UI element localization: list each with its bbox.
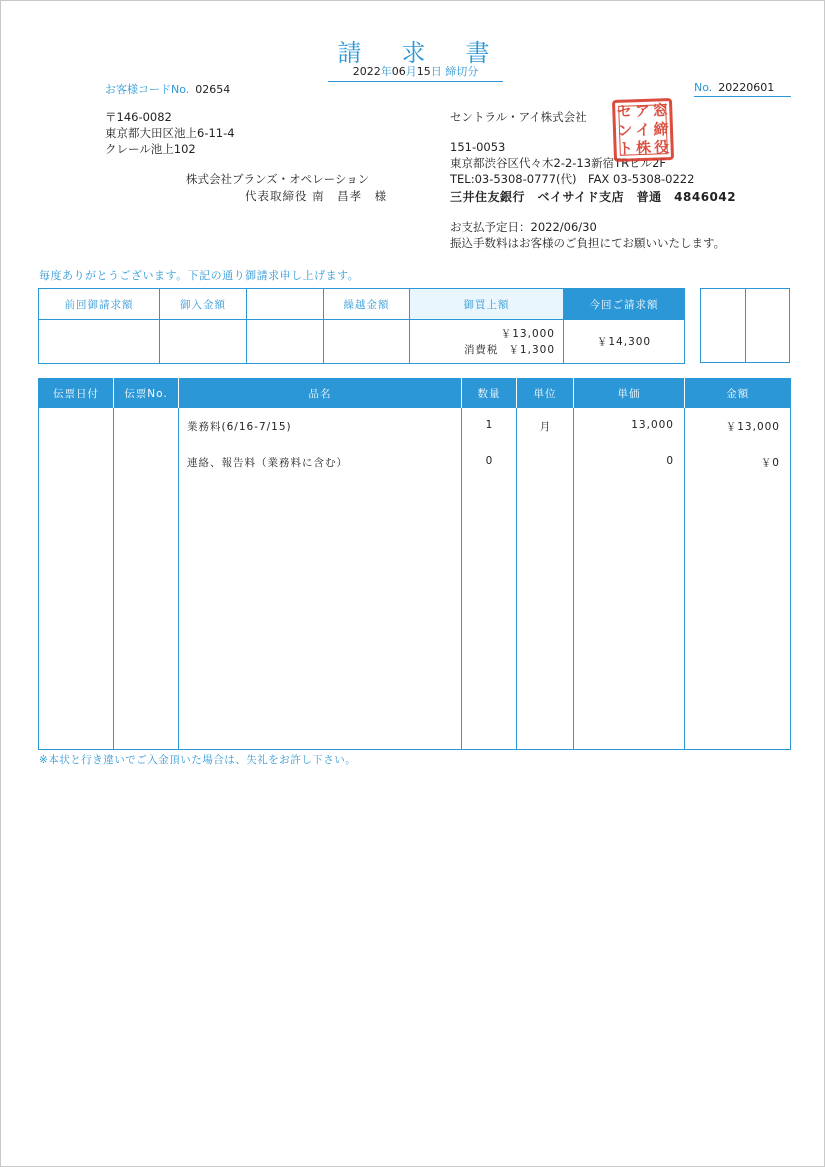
row-item: 業務料(6/16-7/15) xyxy=(179,408,462,444)
stamp-box xyxy=(700,288,790,363)
seal-char: セ xyxy=(616,102,633,121)
stamp-box-divider xyxy=(745,289,746,362)
detail-header-date: 伝票日付 xyxy=(39,378,114,408)
month-unit: 月 xyxy=(405,65,417,78)
footer-note: ※本状と行き違いでご入金頂いた場合は、失礼をお許し下さい。 xyxy=(39,754,357,766)
seal-char: 窓 xyxy=(652,101,669,120)
empty-cell xyxy=(462,480,517,749)
thanks-message: 毎度ありがとうございます。下記の通り御請求申し上げます。 xyxy=(39,269,360,282)
recipient-person: 代表取締役 南 昌孝 様 xyxy=(245,189,388,203)
summary-header-purchase: 御買上額 xyxy=(410,289,564,320)
summary-header-blank xyxy=(247,289,324,320)
seal-char: ト xyxy=(617,139,634,159)
table-row xyxy=(39,444,791,480)
summary-carry-value xyxy=(324,320,410,364)
day-unit: 日 xyxy=(430,65,442,78)
table-row xyxy=(39,408,791,444)
seller-address: 東京都渋谷区代々木2-2-13新宿TRビル2F xyxy=(450,156,667,170)
detail-table xyxy=(38,378,791,750)
document-number-label: No. xyxy=(694,81,713,94)
row-price: 0 xyxy=(574,444,685,480)
invoice-title: 請求書 xyxy=(337,39,530,67)
document-number-value: 20220601 xyxy=(718,81,775,94)
customer-code-label: お客様コードNo. xyxy=(105,83,190,96)
year-unit: 年 xyxy=(380,65,392,78)
detail-header-item: 品名 xyxy=(179,378,462,408)
row-slip-no xyxy=(114,444,179,480)
summary-body-row xyxy=(39,320,685,364)
summary-blank-value xyxy=(247,320,324,364)
summary-header-carry: 繰越金額 xyxy=(324,289,410,320)
seal-char: ア xyxy=(634,101,651,121)
row-qty: 1 xyxy=(462,408,517,444)
summary-header-paid: 御入金額 xyxy=(160,289,247,320)
detail-header-unit: 単位 xyxy=(517,378,574,408)
billing-date xyxy=(328,63,503,82)
summary-header-prev: 前回御請求額 xyxy=(39,289,160,320)
seal-char: イ xyxy=(635,120,651,139)
billing-day: 15 xyxy=(416,65,431,78)
empty-cell xyxy=(574,480,685,749)
summary-purchase-cell xyxy=(410,320,564,364)
company-seal xyxy=(612,98,674,162)
summary-table xyxy=(38,288,685,364)
detail-header-amount: 金額 xyxy=(685,378,791,408)
row-date xyxy=(39,444,114,480)
row-unit: 月 xyxy=(517,408,574,444)
summary-total-value: ￥14,300 xyxy=(564,320,685,364)
row-amount: ￥13,000 xyxy=(685,408,791,444)
customer-code-value: 02654 xyxy=(195,83,231,96)
summary-prev-value xyxy=(39,320,160,364)
billing-month: 06 xyxy=(391,65,406,78)
summary-tax-value: ￥1,300 xyxy=(508,343,555,356)
row-qty: 0 xyxy=(462,444,517,480)
empty-cell xyxy=(179,480,462,749)
seal-char: 役 xyxy=(653,138,670,157)
billing-year: 2022 xyxy=(352,65,381,78)
seal-char: ン xyxy=(617,121,633,140)
recipient-address-line2: クレール池上102 xyxy=(105,142,196,156)
summary-tax-label: 消費税 xyxy=(463,343,499,356)
seal-char: 締 xyxy=(653,119,669,139)
seller-name: セントラル・アイ株式会社 xyxy=(450,110,587,124)
seal-char: 株 xyxy=(635,139,652,158)
customer-code xyxy=(105,81,230,97)
empty-cell xyxy=(39,480,114,749)
row-amount: ￥0 xyxy=(685,444,791,480)
seller-postal: 151-0053 xyxy=(450,140,506,154)
detail-header-qty: 数量 xyxy=(462,378,517,408)
summary-tax-line xyxy=(410,342,555,358)
row-unit xyxy=(517,444,574,480)
seal-characters xyxy=(615,101,671,159)
detail-header-slip-no: 伝票No. xyxy=(114,378,179,408)
closing-suffix: 締切分 xyxy=(445,65,479,78)
payment-due: お支払予定日：2022/06/30 xyxy=(450,220,597,234)
recipient-address-line1: 東京都大田区池上6-11-4 xyxy=(105,126,235,140)
recipient-address xyxy=(105,109,235,157)
recipient-company: 株式会社ブランズ・オペレーション xyxy=(186,172,370,186)
detail-header-price: 単価 xyxy=(574,378,685,408)
row-slip-no xyxy=(114,408,179,444)
row-item: 連絡、報告料（業務料に含む） xyxy=(179,444,462,480)
empty-cell xyxy=(114,480,179,749)
empty-cell xyxy=(517,480,574,749)
summary-header-total: 今回ご請求額 xyxy=(564,289,685,320)
transfer-fee-note: 振込手数料はお客様のご負担にてお願いいたします。 xyxy=(450,236,726,250)
row-date xyxy=(39,408,114,444)
detail-header-row xyxy=(39,378,791,408)
table-row-empty xyxy=(39,480,791,749)
summary-purchase-value: ￥13,000 xyxy=(500,327,555,340)
empty-cell xyxy=(685,480,791,749)
document-number xyxy=(694,81,791,97)
summary-header-row xyxy=(39,289,685,320)
bank-account: 三井住友銀行 ベイサイド支店 普通 4846042 xyxy=(450,190,737,204)
recipient-postal: 〒146-0082 xyxy=(105,110,172,124)
seller-contact: TEL:03-5308-0777(代) FAX 03-5308-0222 xyxy=(450,172,695,186)
row-price: 13,000 xyxy=(574,408,685,444)
summary-paid-value xyxy=(160,320,247,364)
